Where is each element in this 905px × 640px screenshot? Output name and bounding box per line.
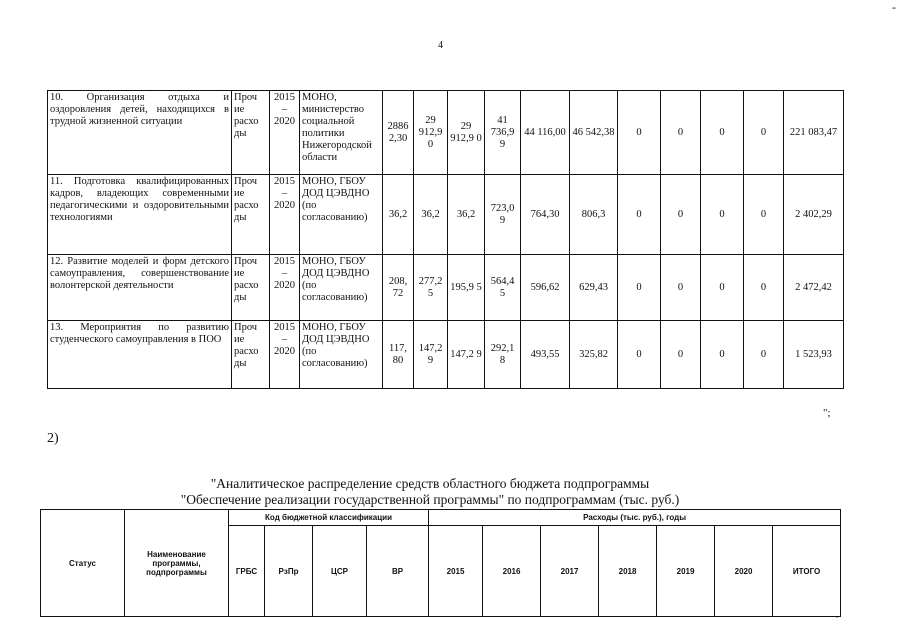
row-value-cell: 629,43 (570, 255, 618, 321)
row-value-cell: 46 542,38 (570, 91, 618, 175)
row-org-cell: МОНО, ГБОУ ДОД ЦЭВДНО (по согласованию) (300, 255, 383, 321)
row-value-cell: 0 (701, 321, 744, 389)
table-row (48, 255, 844, 321)
row-value-cell: 325,82 (570, 321, 618, 389)
row-value-cell: 0 (661, 321, 701, 389)
stray-mark: . (836, 611, 838, 620)
header-year-2019: 2019 (657, 526, 715, 617)
row-value-cell: 596,62 (521, 255, 570, 321)
row-value-cell: 723,0 9 (485, 175, 521, 255)
row-value-cell: 0 (618, 175, 661, 255)
row-name-cell: 12. Развитие моделей и форм детского самоуправления, совершенствование волонтерской деятельности (48, 255, 232, 321)
row-value-cell: 29 912,9 0 (448, 91, 485, 175)
program-table (47, 90, 844, 389)
row-value-cell: 221 083,47 (784, 91, 844, 175)
row-period-cell: 2015 – 2020 (270, 255, 300, 321)
row-value-cell: 36,2 (448, 175, 485, 255)
row-type-cell: Проч ие расхо ды (232, 255, 270, 321)
row-value-cell: 292,1 8 (485, 321, 521, 389)
header-status: Статус (41, 510, 125, 617)
row-value-cell: 0 (661, 91, 701, 175)
page-number: 4 (438, 40, 443, 51)
row-value-cell: 0 (744, 91, 784, 175)
row-value-cell: 2 402,29 (784, 175, 844, 255)
header-csr: ЦСР (313, 526, 367, 617)
row-org-cell: МОНО, министерство социальной политики Нижегородской области (300, 91, 383, 175)
row-value-cell: 0 (661, 255, 701, 321)
row-value-cell: 2 472,42 (784, 255, 844, 321)
row-value-cell: 0 (701, 255, 744, 321)
row-org-cell: МОНО, ГБОУ ДОД ЦЭВДНО (по согласованию) (300, 175, 383, 255)
row-value-cell: 29 912,9 0 (414, 91, 448, 175)
row-value-cell: 147,2 9 (414, 321, 448, 389)
row-value-cell: 208, 72 (383, 255, 414, 321)
table-row (48, 175, 844, 255)
section-heading (100, 476, 760, 508)
header-rzpr: РзПр (265, 526, 313, 617)
row-value-cell: 36,2 (414, 175, 448, 255)
heading-line-1: "Аналитическое распределение средств областного бюджета подпрограммы (210, 476, 650, 491)
row-value-cell: 0 (661, 175, 701, 255)
row-value-cell: 117, 80 (383, 321, 414, 389)
row-type-cell: Проч ие расхо ды (232, 175, 270, 255)
header-year-2016: 2016 (483, 526, 541, 617)
header-program-name: Наименование программы, подпрограммы (125, 510, 229, 617)
budget-table (40, 509, 841, 617)
row-value-cell: 0 (744, 175, 784, 255)
table-row (48, 91, 844, 175)
header-vr: ВР (367, 526, 429, 617)
row-period-cell: 2015 – 2020 (270, 91, 300, 175)
row-period-cell: 2015 – 2020 (270, 175, 300, 255)
table-row (48, 321, 844, 389)
row-value-cell: 0 (618, 255, 661, 321)
header-year-2018: 2018 (599, 526, 657, 617)
section-marker: 2) (47, 431, 59, 446)
row-value-cell: 493,55 (521, 321, 570, 389)
header-year-2015: 2015 (429, 526, 483, 617)
edge-mark: - (892, 0, 896, 14)
row-value-cell: 0 (744, 321, 784, 389)
row-org-cell: МОНО, ГБОУ ДОД ЦЭВДНО (по согласованию) (300, 321, 383, 389)
heading-line-2: "Обеспечение реализации государственной программы" по подпрограммам (тыс. руб.) (180, 492, 680, 507)
row-value-cell: 2886 2,30 (383, 91, 414, 175)
row-value-cell: 806,3 (570, 175, 618, 255)
row-period-cell: 2015 – 2020 (270, 321, 300, 389)
row-value-cell: 564,4 5 (485, 255, 521, 321)
row-value-cell: 1 523,93 (784, 321, 844, 389)
row-value-cell: 0 (618, 91, 661, 175)
row-name-cell: 13. Мероприятия по развитию студенческого самоуправления в ПОО (48, 321, 232, 389)
row-value-cell: 44 116,00 (521, 91, 570, 175)
header-kbk-group: Код бюджетной классификации (229, 510, 429, 526)
row-value-cell: 764,30 (521, 175, 570, 255)
row-value-cell: 41 736,9 9 (485, 91, 521, 175)
closing-quote: "; (823, 407, 831, 419)
row-type-cell: Проч ие расхо ды (232, 91, 270, 175)
header-expenses-group: Расходы (тыс. руб.), годы (429, 510, 841, 526)
row-value-cell: 0 (744, 255, 784, 321)
row-value-cell: 147,2 9 (448, 321, 485, 389)
row-value-cell: 195,9 5 (448, 255, 485, 321)
row-type-cell: Проч ие расхо ды (232, 321, 270, 389)
row-value-cell: 0 (701, 91, 744, 175)
header-grbs: ГРБС (229, 526, 265, 617)
row-value-cell: 277,2 5 (414, 255, 448, 321)
header-year-2017: 2017 (541, 526, 599, 617)
row-name-cell: 11. Подготовка квалифицированных кадров, владеющих современными педагогическими и оздоровительными технологиями (48, 175, 232, 255)
row-value-cell: 36,2 (383, 175, 414, 255)
row-value-cell: 0 (618, 321, 661, 389)
row-value-cell: 0 (701, 175, 744, 255)
row-name-cell: 10. Организация отдыха и оздоровления детей, находящихся в трудной жизненной ситуации (48, 91, 232, 175)
header-total: ИТОГО (773, 526, 841, 617)
header-year-2020: 2020 (715, 526, 773, 617)
